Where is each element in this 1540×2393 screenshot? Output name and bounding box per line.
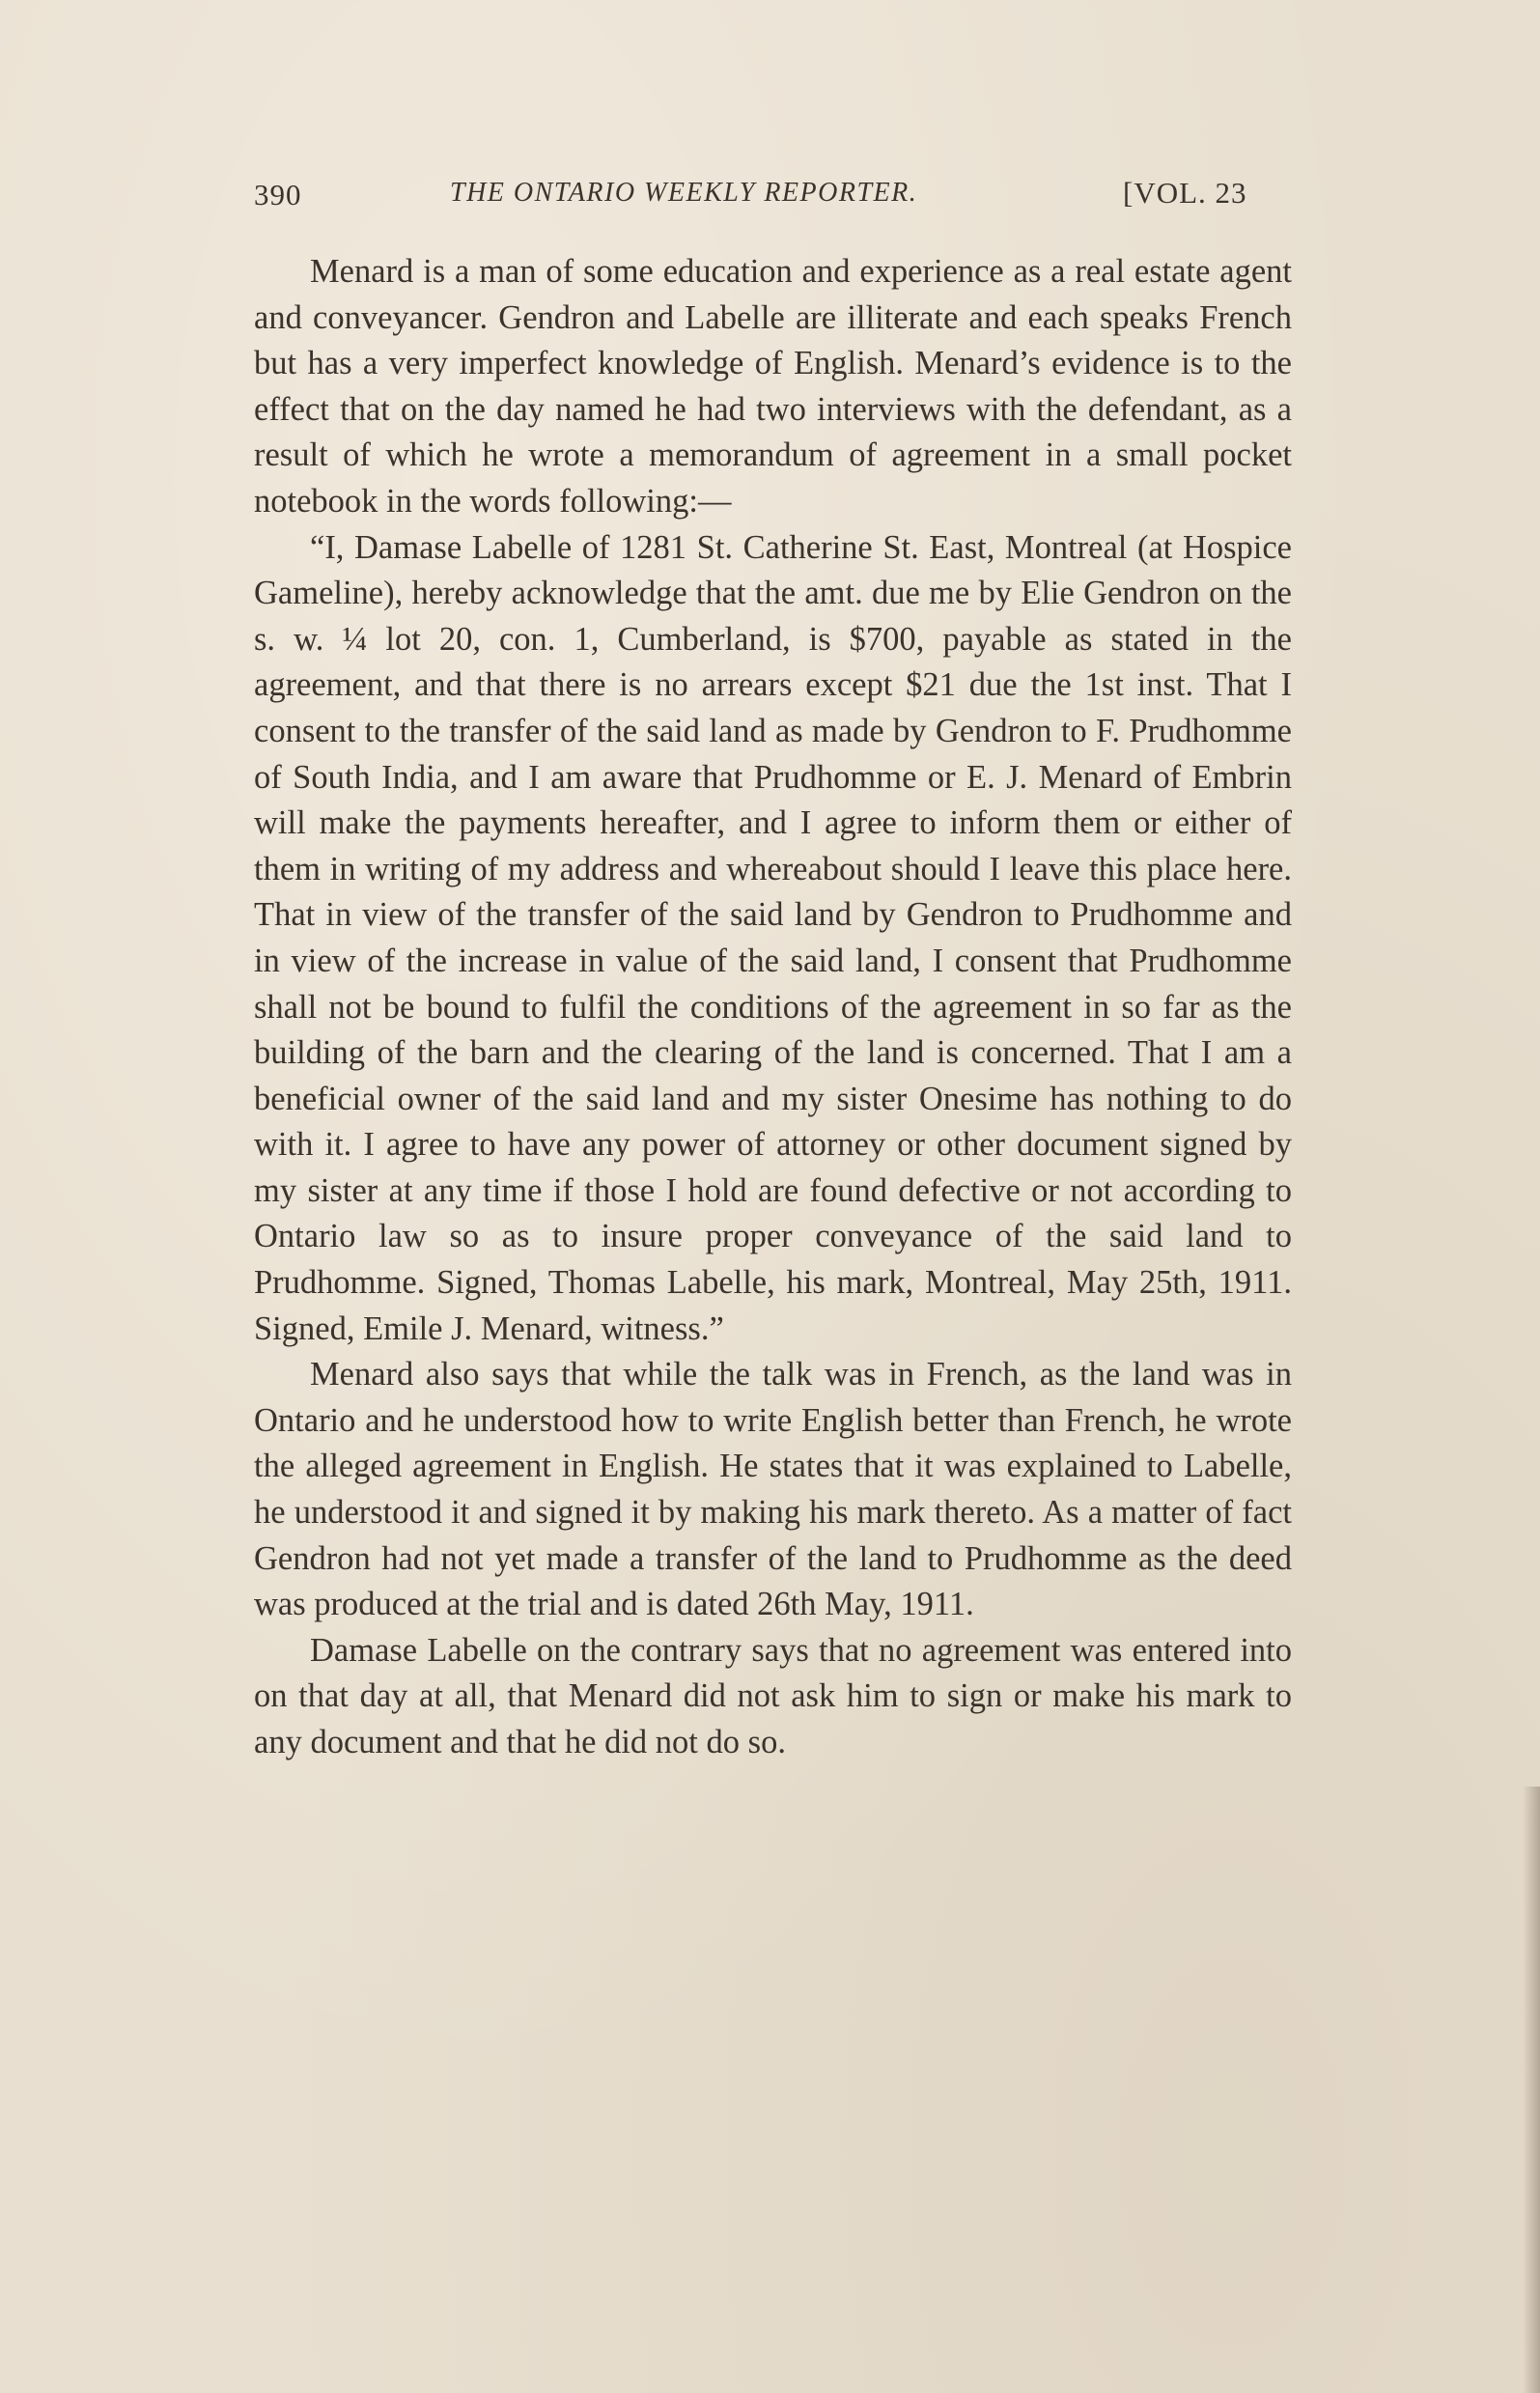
page-edge-shadow [1523,1787,1540,2393]
body-text [254,249,1292,1766]
paragraph-4: Damase Labelle on the contrary says that no agreement was entered into on that day at all, that Menard did not ask him to sign or make his mark to any document and that he did not do so. [254,1631,1292,1760]
paragraph-2-quoted-agreement: “I, Damase Labelle of 1281 St. Catherine St. East, Montreal (at Hospice Gameline), hereby acknowledge that the amt. due me by Elie Gendron on the s. w. ¼ lot 20, con. 1, Cumberland, is $700, payable as stated in the agreement, and that there is no arrears except $21 due the 1st inst. That I consent to the transfer of the said land as made by Gendron to F. Prudhomme of South India, and I am aware that Prudhomme or E. J. Menard of Embrin will make the payments hereafter, and I agree to inform them or either of them in writing of my address and whereabout should I leave this place here. That in view of the transfer of the said land by Gendron to Prudhomme and in view of the increase in value of the said land, I consent that Prudhomme shall not be bound to fulfil the conditions of the agreement in so far as the building of the barn and the clearing of the land is concerned. That I am a beneficial owner of the said land and my sister Onesime has nothing to do with it. I agree to have any power of attorney or other document signed by my sister at any time if those I hold are found defective or not according to Ontario law so as to insure proper conveyance of the said land to Prudhomme. Signed, Thomas Labelle, his mark, Montreal, May 25th, 1911. Signed, Emile J. Menard, witness.” [254,528,1292,1347]
running-title: THE ONTARIO WEEKLY REPORTER. [450,178,918,208]
paragraph-1: Menard is a man of some education and experience as a real estate agent and conveyancer. Gendron and Labelle are illiterate and each speaks French but has a very imperfect knowledge of English. Menard’s evidence is to the effect that on the day named he had two interviews with the defendant, as a result of which he wrote a memorandum of agreement in a small pocket notebook in the words following:— [254,253,1292,520]
page-number: 390 [254,178,302,211]
volume-label: [VOL. 23 [1123,176,1247,210]
page-header [254,172,1268,218]
paragraph-3: Menard also says that while the talk was in French, as the land was in Ontario and he understood how to write English better than French, he wrote the alleged agreement in English. He states that it was explained to Labelle, he understood it and signed it by making his mark thereto. As a matter of fact Gendron had not yet made a transfer of the land to Prudhomme as the deed was produced at the trial and is dated 26th May, 1911. [254,1356,1292,1623]
